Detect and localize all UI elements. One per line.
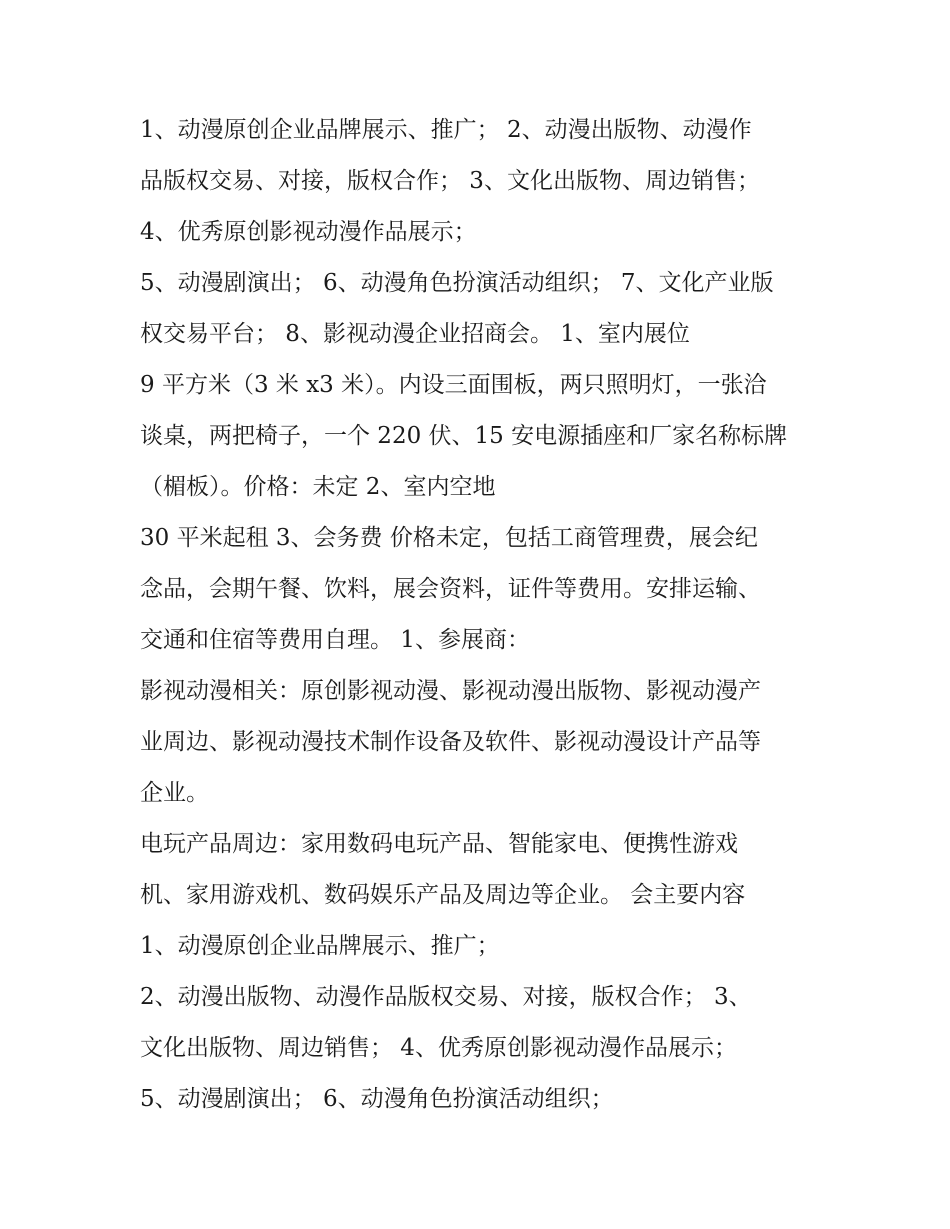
text-line: 5、动漫剧演出； 6、动漫角色扮演活动组织； — [140, 1086, 614, 1112]
text-line: 电玩产品周边：家用数码电玩产品、智能家电、便携性游戏 — [140, 831, 738, 857]
text-line: 5、动漫剧演出； 6、动漫角色扮演活动组织； 7、文化产业版 — [140, 270, 774, 296]
text-line: 企业。 — [140, 780, 209, 806]
text-line: 影视动漫相关：原创影视动漫、影视动漫出版物、影视动漫产 — [140, 678, 761, 704]
text-line: 念品，会期午餐、饮料，展会资料，证件等费用。安排运输、 — [140, 576, 761, 602]
text-line: （楣板）。价格：未定 2、室内空地 — [140, 474, 496, 500]
body-text — [140, 105, 830, 1125]
text-line: 交通和住宿等费用自理。 1、参展商： — [140, 627, 530, 653]
text-line: 业周边、影视动漫技术制作设备及软件、影视动漫设计产品等 — [140, 729, 761, 755]
text-line: 文化出版物、周边销售； 4、优秀原创影视动漫作品展示； — [140, 1035, 737, 1061]
text-line: 2、动漫出版物、动漫作品版权交易、对接，版权合作； 3、 — [140, 984, 752, 1010]
text-line: 谈桌，两把椅子，一个 220 伏、15 安电源插座和厂家名称标牌 — [140, 423, 788, 449]
text-line: 30 平米起租 3、会务费 价格未定，包括工商管理费，展会纪 — [140, 525, 758, 551]
text-line: 1、动漫原创企业品牌展示、推广； — [140, 933, 500, 959]
text-line: 机、家用游戏机、数码娱乐产品及周边等企业。 会主要内容 — [140, 882, 746, 908]
text-line: 4、优秀原创影视动漫作品展示； — [140, 219, 477, 245]
text-line: 品版权交易、对接，版权合作； 3、文化出版物、周边销售； — [140, 168, 760, 194]
text-line: 权交易平台； 8、影视动漫企业招商会。 1、室内展位 — [140, 321, 690, 347]
text-line: 9 平方米（3 米 x3 米）。内设三面围板，两只照明灯，一张洽 — [140, 372, 767, 398]
text-line: 1、动漫原创企业品牌展示、推广； 2、动漫出版物、动漫作 — [140, 117, 752, 143]
